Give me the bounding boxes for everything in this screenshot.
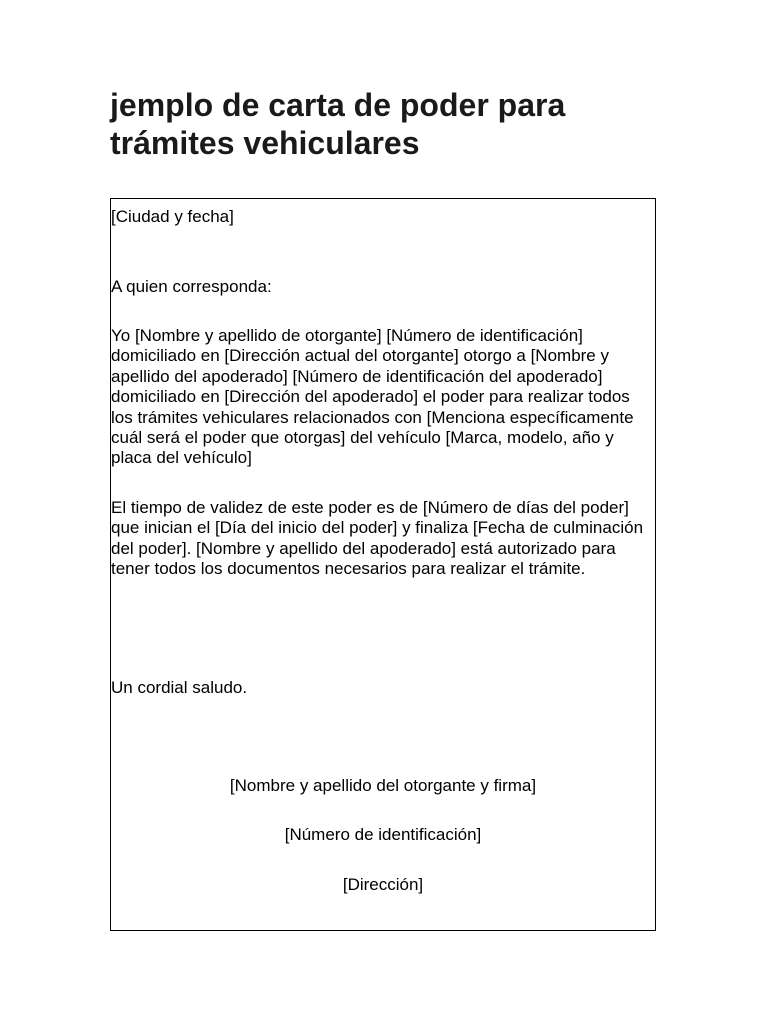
city-date-placeholder: [Ciudad y fecha] bbox=[111, 207, 234, 226]
letter-paragraph-grant: Yo [Nombre y apellido de otorgante] [Número de identificación] domiciliado en [Dirección actual del otorgante] otorgo a [Nombre y apellido del apoderado] [Número de identificación del apoderado] domiciliado en [Dirección del apoderado] el poder para realizar todos los trámites vehiculares relacionados con [Menciona específicamente cuál será el poder que otorgas] del vehículo [Marca, modelo, año y placa del vehículo] bbox=[111, 326, 634, 468]
signature-name: [Nombre y apellido del otorgante y firma] bbox=[229, 776, 537, 795]
signature-id-number: [Número de identificación] bbox=[284, 825, 482, 844]
letter-paragraph-validity: El tiempo de validez de este poder es de [Número de días del poder] que inician el [Día del inicio del poder] y finaliza [Fecha de culminación del poder]. [Nombre y apellido del apoderado] está autorizado para tener todos los documentos necesarios para realizar el trámite. bbox=[111, 498, 644, 579]
letter-box bbox=[110, 198, 656, 931]
signature-address: [Dirección] bbox=[342, 875, 424, 894]
page-title: jemplo de carta de poder para trámites vehiculares bbox=[110, 87, 566, 161]
letter-greeting: A quien corresponda: bbox=[111, 277, 272, 296]
letter-closing: Un cordial saludo. bbox=[111, 678, 248, 697]
